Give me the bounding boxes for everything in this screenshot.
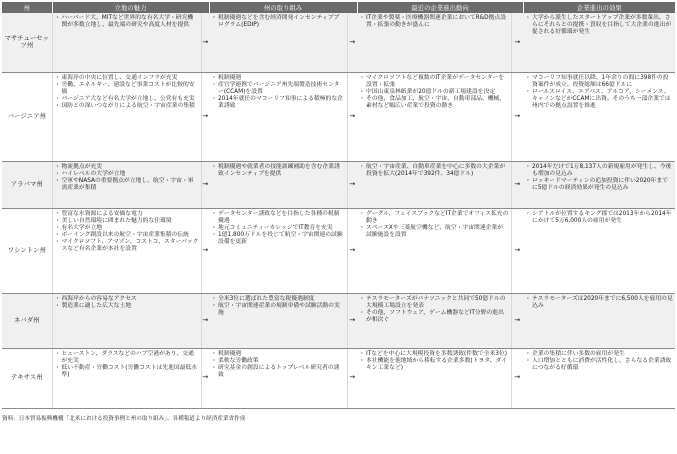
table-row — [2, 13, 675, 72]
effects-cell — [523, 161, 675, 208]
bullet-item: ・ 航空・宇宙関連産業の規制単備や試験活動の実施 — [212, 303, 345, 317]
bullet-item: ・ ITなどを中心に大規模投資を多数誘致(件数で全米3位) — [360, 351, 509, 358]
bullet-item: ・ IT企業や製薬・医療機器関連企業においてR&D拠点設置・拡張の動きが盛んに — [360, 15, 509, 29]
state-investment-table — [2, 2, 675, 409]
state-name: ワシントン州 — [2, 208, 52, 293]
bullet-item: ・ 研究基金の創設によるトップレベル研究者の誘致 — [212, 365, 345, 379]
bullet-item: ・ 国防との深いつながりによる航空・宇宙産業の集積 — [56, 103, 199, 110]
efforts-cell — [209, 293, 347, 348]
effects-cell — [523, 208, 675, 293]
arrow-icon: → — [347, 161, 357, 208]
header-appeal: 立地の魅力 — [52, 2, 209, 13]
bullet-item: ・ 産官学連携でバージニア州先端製造技術センター(CCAM)を設置 — [212, 82, 345, 96]
report-table-container — [2, 2, 675, 422]
bullet-item: ・ ハーバード大、MITなど世界的な有名大学・研究機関が多数立地し、最先端の研究や高度人材を提供 — [56, 15, 199, 29]
bullet-item: ・ 税制優遇や就業者の技能訓練補助を含む企業誘致インセンティブを提供 — [212, 164, 345, 178]
bullet-item: ・ 有名大学が立地 — [56, 225, 199, 232]
header-efforts: 州の取り組み — [209, 2, 357, 13]
bullet-item: ・ 2014年就任のマコーリフ知事による積極的な企業誘致 — [212, 96, 345, 110]
appeal-cell — [52, 293, 201, 348]
table-row — [2, 293, 675, 348]
appeal-cell — [52, 72, 201, 161]
bullet-item: ・ 税制優遇 — [212, 75, 345, 82]
effects-cell — [523, 293, 675, 348]
arrow-icon: → — [201, 72, 209, 161]
bullet-item: ・ 西海岸からの容易なアクセス — [56, 296, 199, 303]
trends-cell — [357, 348, 511, 408]
source-note: 資料：日本貿易振興機構「北米における投資事例と州の取り組み」、各種報道より経済産業省作成 — [2, 415, 246, 422]
bullet-item: ・ ハイレベルの大学が立地 — [56, 171, 199, 178]
efforts-cell — [209, 13, 347, 72]
bullet-item: ・ 東海岸の中央に位置し、交通インフラが充実 — [56, 75, 199, 82]
bullet-item: ・ スペースXや三菱航空機など、航空・宇宙関連企業が試験施設を設置 — [360, 225, 509, 239]
table-row — [2, 348, 675, 408]
appeal-cell — [52, 348, 201, 408]
appeal-cell — [52, 208, 201, 293]
appeal-cell — [52, 13, 201, 72]
bullet-item: ・ 物流拠点が充実 — [56, 164, 199, 171]
effects-cell — [523, 13, 675, 72]
arrow-icon: → — [347, 293, 357, 348]
arrow-icon: → — [347, 208, 357, 293]
bullet-item: ・ テスラモーターズは2020年までに6,500人を雇用の見込み — [526, 296, 673, 310]
header-effects: 企業進出の効果 — [523, 2, 675, 13]
efforts-cell — [209, 348, 347, 408]
bullet-item: ・ テスラモーターズがパナソニックと共同で50億ドルの大規模工場設立を発表 — [360, 296, 509, 310]
trends-cell — [357, 13, 511, 72]
arrow-icon: → — [347, 13, 357, 72]
trends-cell — [357, 208, 511, 293]
effects-cell — [523, 72, 675, 161]
arrow-icon: → — [511, 13, 523, 72]
table-header-row — [2, 2, 675, 13]
trends-cell — [357, 161, 511, 208]
bullet-item: ・ マコーリフ知事就任以降、1年余りの間に398件の投資案件が成立。投資総額は66億ドルに — [526, 75, 673, 89]
efforts-cell — [209, 208, 347, 293]
efforts-cell — [209, 161, 347, 208]
bullet-item: ・ グーグル、フェイスブックなどIT企業でオフィス拡充の動き — [360, 211, 509, 225]
bullet-item: ・ ロッキードマーティンの追加投資に伴い2020年までに5億ドルの経済効果が発生の見込み — [526, 178, 673, 192]
table-row — [2, 208, 675, 293]
bullet-item: ・ 大学から派生したスタートアップ企業が多数輩出、さらにそれらとの提携・買収を目指して大企業の進出が促される好循環が発生 — [526, 15, 673, 36]
bullet-item: ・ その他、食品加工、航空・宇宙、自動車部品、機械、素材など幅広い産業で投資の動き — [360, 96, 509, 110]
table-row — [2, 161, 675, 208]
arrow-icon: → — [201, 13, 209, 72]
state-name: ネバダ州 — [2, 293, 52, 348]
trends-cell — [357, 72, 511, 161]
arrow-icon: → — [511, 208, 523, 293]
bullet-item: ・ 2014年だけで1万8,137人の新規雇用が発生し、今後も増加の見込み — [526, 164, 673, 178]
bullet-item: ・ 豊富な水資源による安価な電力 — [56, 211, 199, 218]
efforts-cell — [209, 72, 347, 161]
bullet-item: ・ バージニア大など有名大学が立地し、公営有も充実 — [56, 96, 199, 103]
bullet-item: ・ 空軍やNASAの重要拠点が立地し、航空・宇宙・軍需産業が集積 — [56, 178, 199, 192]
arrow-icon: → — [201, 348, 209, 408]
bullet-item: ・ 人口増加とともに消費が活性化し、さらなる企業誘致につながる好循環 — [526, 358, 673, 372]
bullet-item: ・ ロールスロイス、エアバス、アルコア、シーメンス、キャノンなどがCCAMに出資。そのうち一部企業では州内での拠点設置を推進 — [526, 89, 673, 110]
arrow-icon: → — [201, 161, 209, 208]
arrow-icon: → — [201, 293, 209, 348]
bullet-item: ・ 美しい自然環境に囲まれた魅力的な住環境 — [56, 218, 199, 225]
trends-cell — [357, 293, 511, 348]
state-name: アラバマ州 — [2, 161, 52, 208]
bullet-item: ・ 税制優遇 — [212, 351, 345, 358]
arrow-icon: → — [511, 72, 523, 161]
header-state: 州 — [2, 2, 52, 13]
bullet-item: ・ 税制優遇などを含む経済開発インセンティブプログラム(EDIP) — [212, 15, 345, 29]
bullet-item: ・ シアトルが位置するキング郡では2013年から2014年にかけて5万6,000人の雇用が発生 — [526, 211, 673, 225]
bullet-item: ・ 企業の集積に伴い多数の雇用が発生 — [526, 351, 673, 358]
bullet-item: ・ 地元コミュニティーカレッジでIT教育を充実 — [212, 225, 345, 232]
arrow-icon: → — [511, 293, 523, 348]
arrow-icon: → — [347, 72, 357, 161]
bullet-item: ・ データセンター誘致などを目指した各種の税制優遇 — [212, 211, 345, 225]
bullet-item: ・ 製造業に適した広大な土地 — [56, 303, 199, 310]
header-trends: 最近の企業進出動向 — [357, 2, 523, 13]
state-name: バージニア州 — [2, 72, 52, 161]
arrow-icon: → — [511, 348, 523, 408]
bullet-item: ・ 柔軟な労働政策 — [212, 358, 345, 365]
bullet-item: ・ マイクロソフトなど複数のIT企業がデータセンターを設置・拡張 — [360, 75, 509, 89]
bullet-item: ・ 労働、エネルギー、建設など事業コストが比較的安価 — [56, 82, 199, 96]
bullet-item: ・ ヒューストン、ダラスなどのハブ空港があり、交通が充実 — [56, 351, 199, 365]
arrow-icon: → — [201, 208, 209, 293]
bullet-item: ・ 航空・宇宙産業、自動車産業を中心に多数の大企業が投資を拡大(2014年で392件、34億ドル) — [360, 164, 509, 178]
state-name: テキサス州 — [2, 348, 52, 408]
bullet-item: ・ マイクロソフト、アマゾン、コストコ、スターバックスなど有名企業が本社を設置 — [56, 239, 199, 253]
bullet-item: ・ その他、ソフトウェア、ゲーム機器などIT分野の進出が相次ぐ — [360, 310, 509, 324]
effects-cell — [523, 348, 675, 408]
bullet-item: ・ 低い不動産・労働コスト(労働コストは先進国最低水準) — [56, 365, 199, 379]
bullet-item: ・ 1億1,800万ドルを投じて航空・宇宙関連の試験設備を更新 — [212, 232, 345, 246]
arrow-icon: → — [511, 161, 523, 208]
bullet-item: ・ 全米3位に選ばれた豊富な税優遇制度 — [212, 296, 345, 303]
state-name: マサチューセッツ州 — [2, 13, 52, 72]
arrow-icon: → — [347, 348, 357, 408]
bullet-item: ・ 本社機能を他地域から移転する企業多数(トヨタ、ダイキン工業など) — [360, 358, 509, 372]
appeal-cell — [52, 161, 201, 208]
table-row — [2, 72, 675, 161]
table-body — [2, 13, 675, 408]
bullet-item: ・ 中国山東泉林紙業が20億ドルの新工場建設を決定 — [360, 89, 509, 96]
bullet-item: ・ ボーイング創設以来の航空・宇宙産業集積の伝統 — [56, 232, 199, 239]
